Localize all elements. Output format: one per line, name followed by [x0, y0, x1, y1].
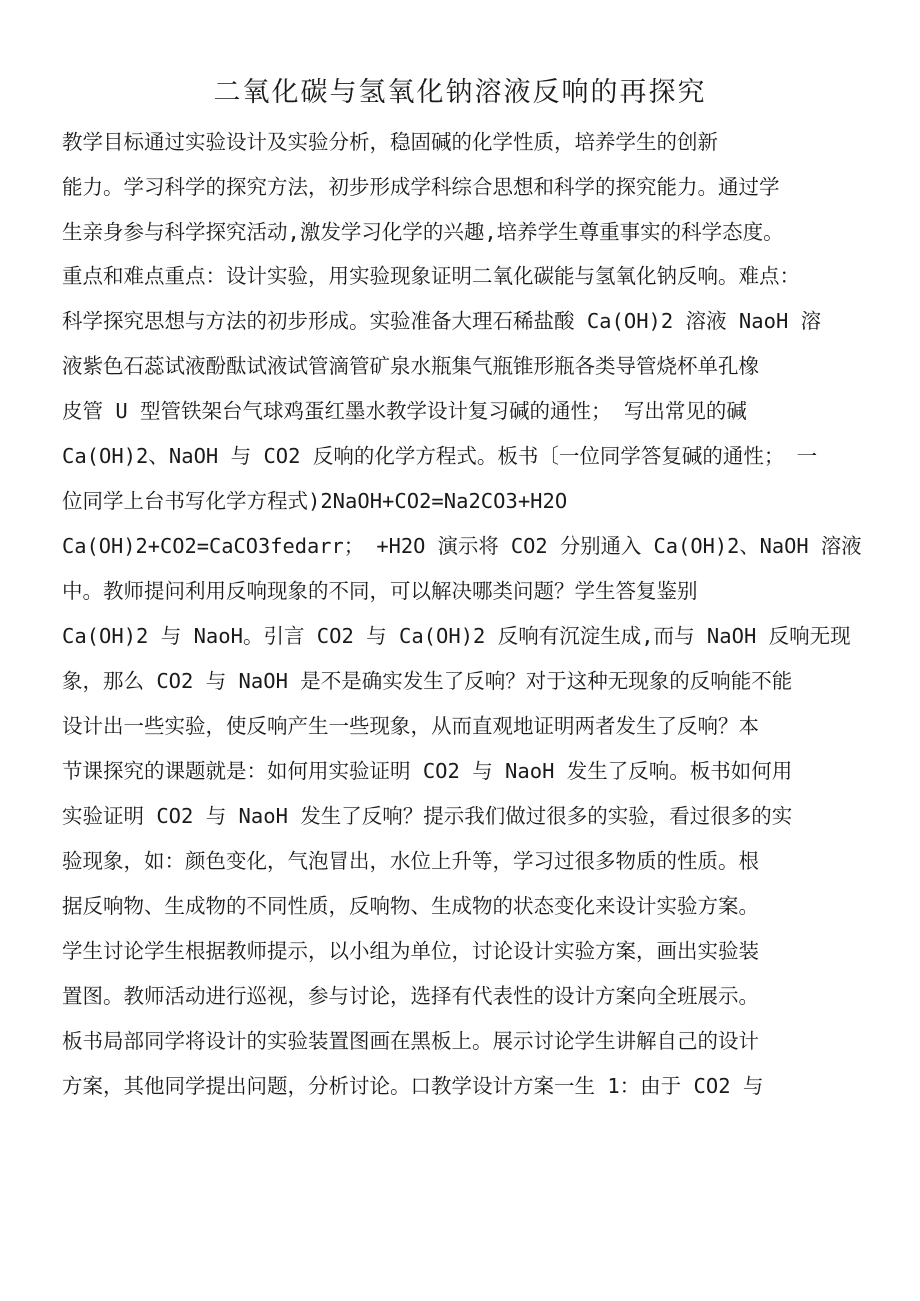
body-line: 液紫色石蕊试液酚酞试液试管滴管矿泉水瓶集气瓶锥形瓶各类导管烧杯单孔橡 — [62, 354, 759, 378]
body-line: 能力。学习科学的探究方法，初步形成学科综合思想和科学的探究能力。通过学 — [62, 175, 780, 199]
body-line: Ca(OH)2、NaOH 与 CO2 反响的化学方程式。板书〔一位同学答复碱的通性； 一 — [62, 444, 818, 468]
body-line: 教学目标通过实验设计及实验分析，稳固碱的化学性质，培养学生的创新 — [62, 130, 718, 154]
body-line: 设计出一些实验，使反响产生一些现象，从而直观地证明两者发生了反响？本 — [62, 714, 759, 738]
body-line: Ca(OH)2+CO2=CaCO3fedarr； +H2O 演示将 CO2 分别通入 Ca(OH)2、NaOH 溶液 — [62, 534, 862, 558]
body-line: Ca(OH)2 与 NaoH。引言 CO2 与 Ca(OH)2 反响有沉淀生成,而与 NaOH 反响无现 — [62, 624, 851, 648]
document-title: 二氧化碳与氢氧化钠溶液反响的再探究 — [213, 77, 707, 108]
body-line: 实验证明 CO2 与 NaoH 发生了反响？提示我们做过很多的实验，看过很多的实 — [62, 804, 793, 828]
body-line: 置图。教师活动进行巡视，参与讨论，选择有代表性的设计方案向全班展示。 — [62, 984, 759, 1008]
body-line: 学生讨论学生根据教师提示，以小组为单位，讨论设计实验方案，画出实验装 — [62, 939, 759, 963]
body-line: 中。教师提问利用反响现象的不同，可以解决哪类问题？学生答复鉴别 — [62, 579, 698, 603]
body-line: 据反响物、生成物的不同性质，反响物、生成物的状态变化来设计实验方案。 — [62, 894, 759, 918]
body-line: 象，那么 CO2 与 NaOH 是不是确实发生了反响？对于这种无现象的反响能不能 — [62, 669, 793, 693]
body-line: 重点和难点重点：设计实验，用实验现象证明二氧化碳能与氢氧化钠反响。难点： — [62, 264, 800, 288]
body-line: 皮管 U 型管铁架台气球鸡蛋红墨水教学设计复习碱的通性； 写出常见的碱 — [62, 399, 747, 423]
body-line: 科学探究思想与方法的初步形成。实验准备大理石稀盐酸 Ca(OH)2 溶液 NaoH 溶 — [62, 309, 822, 333]
body-line: 方案，其他同学提出问题，分析讨论。口教学设计方案一生 1：由于 CO2 与 — [62, 1074, 764, 1098]
body-line: 节课探究的课题就是：如何用实验证明 CO2 与 NaoH 发生了反响。板书如何用 — [62, 759, 793, 783]
body-line: 验现象，如：颜色变化，气泡冒出，水位上升等，学习过很多物质的性质。根 — [62, 849, 759, 873]
body-line: 生亲身参与科学探究活动,激发学习化学的兴趣,培养学生尊重事实的科学态度。 — [62, 220, 784, 244]
body-line: 板书局部同学将设计的实验装置图画在黑板上。展示讨论学生讲解自己的设计 — [62, 1029, 759, 1053]
body-line: 位同学上台书写化学方程式)2NaOH+CO2=Na2CO3+H2O — [62, 489, 568, 513]
